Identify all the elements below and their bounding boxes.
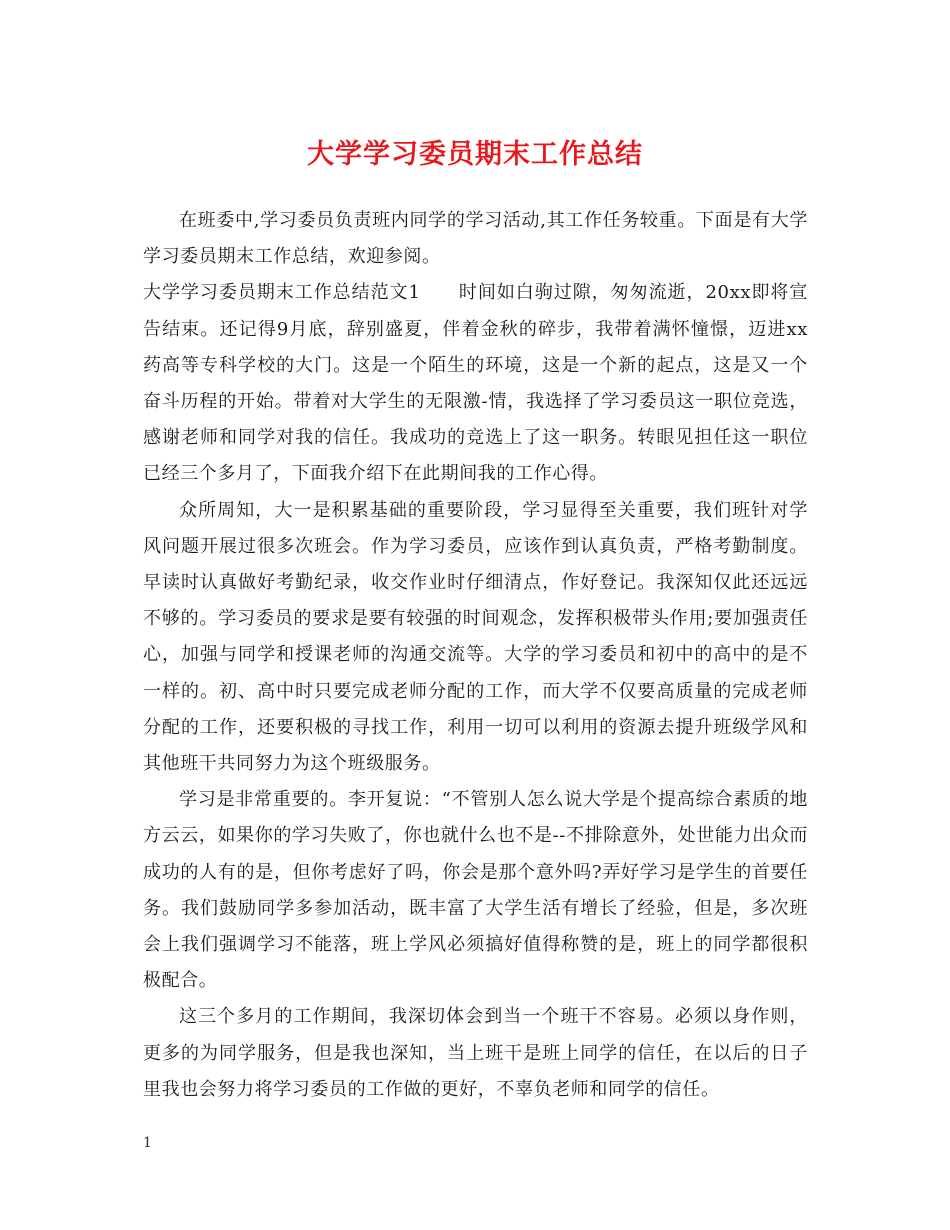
paragraph-study-atmosphere: 众所周知，大一是积累基础的重要阶段，学习显得至关重要，我们班针对学风问题开展过很多次班会。作为学习委员，应该作到认真负责，严格考勤制度。早读时认真做好考勤纪录，收交作业时仔细清点，作好登记。我深知仅此还远远不够的。学习委员的要求是要有较强的时间观念，发挥积极带头作用;要加强责任心，加强与同学和授课老师的沟通交流等。大学的学习委员和初中的高中的是不一样的。初、高中时只要完成老师分配的工作，而大学不仅要高质量的完成老师分配的工作，还要积极的寻找工作，利用一切可以利用的资源去提升班级学风和其他班干共同努力为这个班级服务。 bbox=[143, 499, 808, 775]
page-number: 1 bbox=[143, 1135, 152, 1151]
paragraph-intro: 在班委中,学习委员负责班内同学的学习活动,其工作任务较重。下面是有大学学习委员期末工作总结，欢迎参阅。 bbox=[143, 210, 808, 268]
document-body bbox=[143, 203, 808, 1108]
document-title: 大学学习委员期末工作总结 bbox=[307, 139, 643, 170]
paragraph-sample-1: 大学学习委员期末工作总结范文1 时间如白驹过隙，匆匆流逝，20xx即将宣告结束。还记得9月底，辞别盛夏，伴着金秋的碎步，我带着满怀憧憬，迈进xx药高等专科学校的大门。这是一个陌生的环境，这是一个新的起点，这是又一个奋斗历程的开始。带着对大学生的无限激-情，我选择了学习委员这一职位竞选，感谢老师和同学对我的信任。我成功的竞选上了这一职务。转眼见担任这一职位已经三个多月了，下面我介绍下在此期间我的工作心得。 bbox=[143, 282, 808, 485]
paragraph-importance-of-study: 学习是非常重要的。李开复说：“不管别人怎么说大学是个提高综合素质的地方云云，如果你的学习失败了，你也就什么也不是--不排除意外，处世能力出众而成功的人有的是，但你考虑好了吗，你会是那个意外吗?弄好学习是学生的首要任务。我们鼓励同学多参加活动，既丰富了大学生活有增长了经验，但是，多次班会上我们强调学习不能落，班上学风必须搞好值得称赞的是，班上的同学都很积极配合。 bbox=[143, 789, 808, 992]
paragraph-conclusion: 这三个多月的工作期间，我深切体会到当一个班干不容易。必须以身作则，更多的为同学服务，但是我也深知，当上班干是班上同学的信任，在以后的日子里我也会努力将学习委员的工作做的更好，不辜负老师和同学的信任。 bbox=[143, 1006, 808, 1100]
